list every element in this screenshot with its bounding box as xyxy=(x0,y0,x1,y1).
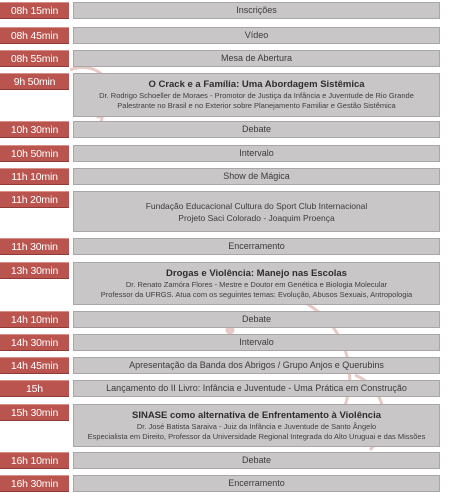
schedule-row xyxy=(0,145,450,162)
time-slot: 11h 10min xyxy=(0,168,69,185)
event-box xyxy=(73,2,440,19)
schedule-row xyxy=(0,238,450,255)
event-box xyxy=(73,311,440,328)
event-box xyxy=(73,262,440,305)
event-title: SINASE como alternativa de Enfrentamento à Violência xyxy=(131,409,381,421)
time-slot: 10h 30min xyxy=(0,121,69,138)
time-slot: 14h 45min xyxy=(0,357,69,374)
event-box xyxy=(73,380,440,397)
event-box xyxy=(73,27,440,44)
event-title: Drogas e Violência: Manejo nas Escolas xyxy=(166,267,347,279)
event-label: Encerramento xyxy=(228,241,285,251)
event-box xyxy=(73,357,440,374)
time-slot: 13h 30min xyxy=(0,262,69,279)
event-box xyxy=(73,50,440,67)
event-detail: Professor da UFRGS. Atua com os seguintes temas: Evolução, Abusos Sexuais, Antropologia xyxy=(100,289,413,299)
event-label: Debate xyxy=(241,314,272,324)
event-label: Intervalo xyxy=(239,337,274,347)
event-box xyxy=(73,191,440,232)
time-slot: 10h 50min xyxy=(0,145,69,162)
event-label: Intervalo xyxy=(239,148,274,158)
time-slot: 15h 30min xyxy=(0,404,69,421)
schedule-row xyxy=(0,357,450,374)
schedule-row xyxy=(0,262,450,305)
event-detail: Especialista em Direito, Professor da Universidade Regional Integrada do Alto Uruguai e das Missões xyxy=(87,431,426,441)
event-detail: Palestrante no Brasil e no Exterior sobre Planejamento Familiar e Gestão Sistêmica xyxy=(117,101,396,110)
event-label: Show de Mágica xyxy=(223,171,290,181)
schedule-row xyxy=(0,334,450,351)
event-label: Lançamento do II Livro: Infância e Juventude - Uma Prática em Construção xyxy=(106,383,407,393)
time-slot: 16h 10min xyxy=(0,452,69,469)
time-slot: 14h 10min xyxy=(0,311,69,328)
schedule-row xyxy=(0,121,450,138)
event-label: Encerramento xyxy=(228,478,285,488)
event-label: Apresentação da Banda dos Abrigos / Grupo Anjos e Querubins xyxy=(129,360,384,370)
event-box xyxy=(73,452,440,469)
schedule-row xyxy=(0,404,450,447)
schedule-row xyxy=(0,73,450,117)
event-box xyxy=(73,334,440,351)
schedule-row xyxy=(0,191,450,232)
event-detail: Dr. Rodrigo Schoeller de Moraes - Promotor de Justiça da Infância e Juventude de Rio Grande xyxy=(99,91,414,100)
event-box xyxy=(73,404,440,447)
time-slot: 14h 30min xyxy=(0,334,69,351)
time-slot: 08h 55min xyxy=(0,50,69,67)
event-box xyxy=(73,121,440,138)
event-detail: Dr. Renato Zamóra Flores - Mestre e Doutor em Genética e Biologia Molecular xyxy=(125,279,388,289)
schedule-row xyxy=(0,311,450,328)
schedule-row xyxy=(0,452,450,469)
time-slot: 15h xyxy=(0,380,69,397)
time-slot: 11h 30min xyxy=(0,238,69,255)
event-detail: Fundação Educacional Cultura do Sport Club Internacional xyxy=(145,200,368,211)
event-label: Debate xyxy=(241,455,272,465)
event-detail: Projeto Saci Colorado - Joaquim Proença xyxy=(178,212,335,223)
event-label: Mesa de Abertura xyxy=(220,53,293,63)
time-slot: 9h 50min xyxy=(0,73,69,90)
schedule-row xyxy=(0,475,450,492)
time-slot: 11h 20min xyxy=(0,191,69,208)
event-label: Inscrições xyxy=(236,5,277,15)
event-title: O Crack e a Família: Uma Abordagem Sistêmica xyxy=(148,79,365,90)
time-slot: 08h 15min xyxy=(0,2,69,19)
time-slot: 16h 30min xyxy=(0,475,69,492)
event-label: Debate xyxy=(241,124,272,134)
event-box xyxy=(73,168,440,185)
event-label: Vídeo xyxy=(244,30,269,40)
schedule-row xyxy=(0,2,450,19)
event-box xyxy=(73,238,440,255)
time-slot: 08h 45min xyxy=(0,27,69,44)
schedule-row xyxy=(0,27,450,44)
schedule-row xyxy=(0,380,450,397)
schedule-row xyxy=(0,168,450,185)
event-box xyxy=(73,475,440,492)
event-detail: Dr. José Batista Saraiva - Juiz da Infância e Juventude de Santo Ângelo xyxy=(136,421,377,431)
event-box xyxy=(73,73,440,117)
event-box xyxy=(73,145,440,162)
schedule-row xyxy=(0,50,450,67)
